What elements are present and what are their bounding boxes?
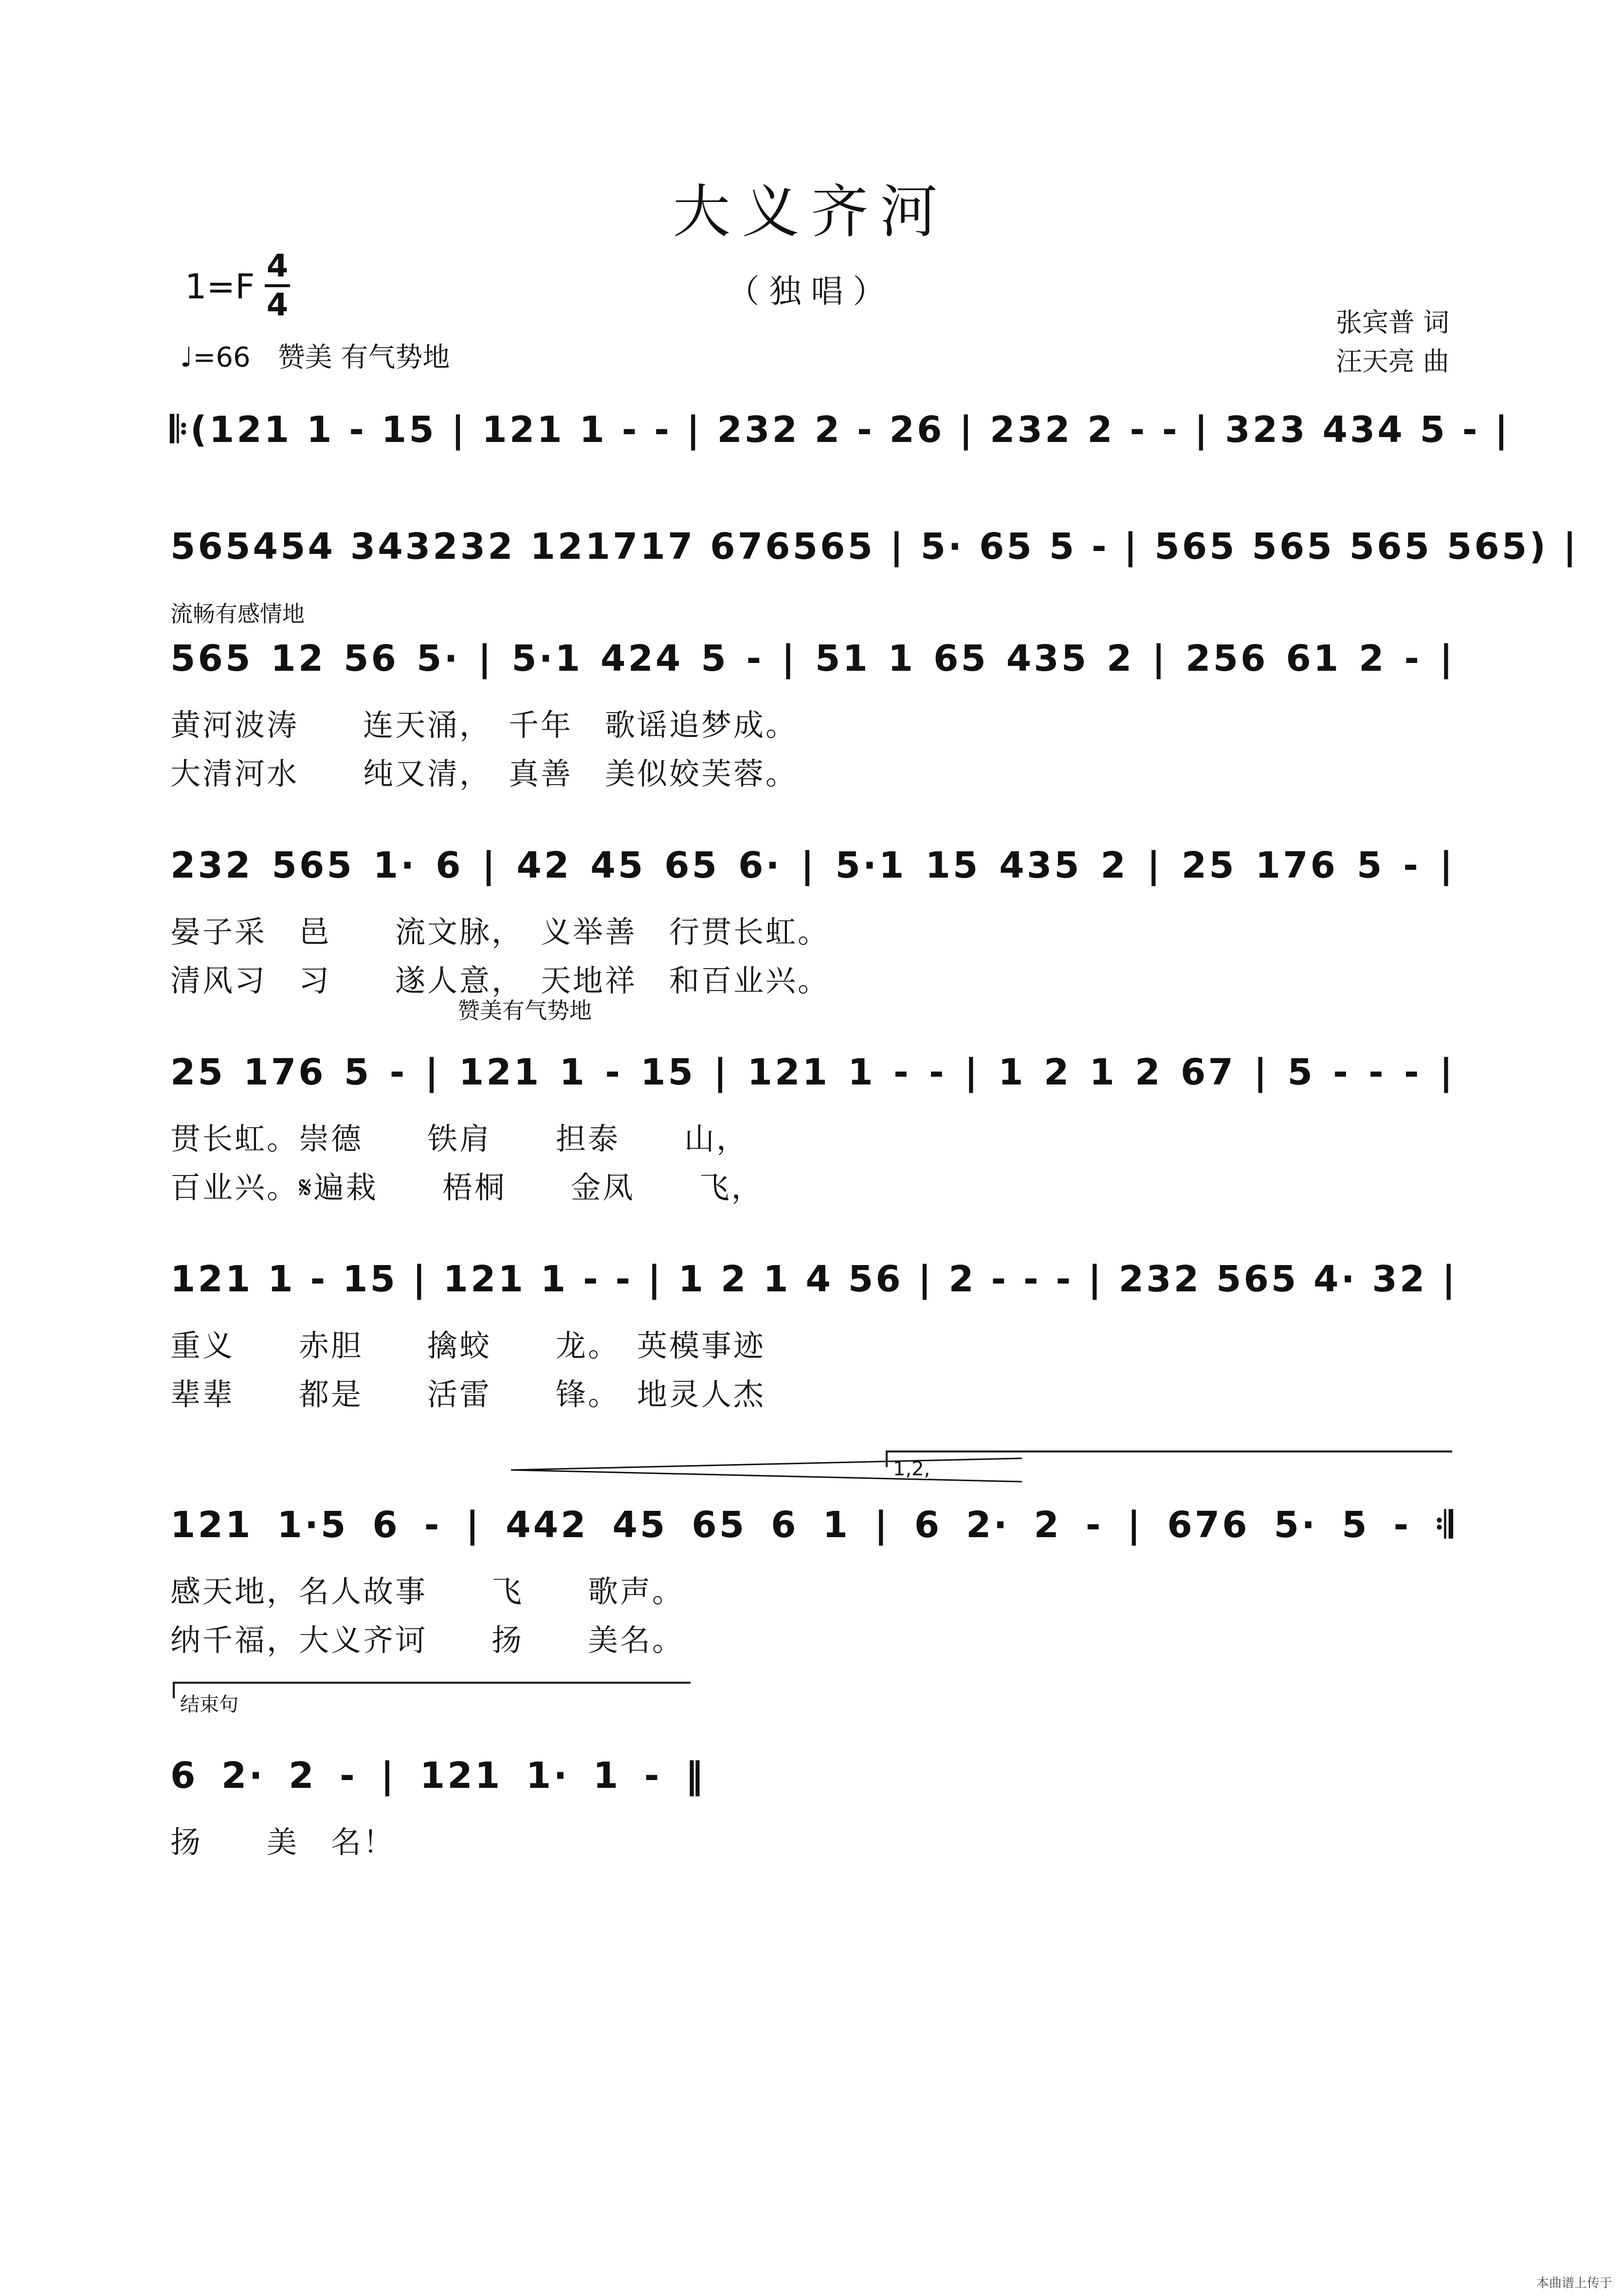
volta-label: 结束句 [180,1693,238,1716]
time-signature-bottom: 4 [266,287,289,323]
lyrics-verse-2: 辈辈 都是 活雷 锋。 地灵人杰 [170,1377,766,1412]
lyrics-verse-2: 百业兴。𝄋遍栽 梧桐 金凤 飞， [170,1170,764,1205]
volta-bracket [173,1682,691,1698]
lyrics-verse-1: 扬 美 名！ [170,1824,396,1860]
time-signature [263,248,292,323]
notation-line: 121 1 - 15 | 121 1 - - | 1 2 1 4 56 | 2 - - - | 232 565 4· 32 | [170,1258,1458,1300]
notation-line: 𝄆(121 1 - 15 | 121 1 - - | 232 2 - 26 | 232 2 - - | 323 434 5 - | [170,409,1511,451]
volta-bracket [886,1451,1452,1467]
lyrics-verse-1: 重义 赤胆 擒蛟 龙。 英模事迹 [170,1328,766,1363]
expression-marking: 流畅有感情地 [170,601,305,627]
lyricist-credit: 张宾普 词 [1335,307,1449,338]
notation-line: 565 12 56 5· | 5·1 424 5 - | 51 1 65 435 2 | 256 61 2 - | [170,638,1455,680]
lyrics-verse-1: 晏子采 邑 流文脉， 义举善 行贯长虹。 [170,914,830,950]
composer-credit: 汪天亮 曲 [1335,346,1449,377]
lyrics-verse-1: 黄河波涛 连天涌， 千年 歌谣追梦成。 [170,707,798,743]
notation-line: 121 1·5 6 - | 442 45 65 6 1 | 6 2· 2 - | 676 5· 5 - 𝄇 [170,1504,1455,1546]
expression-marking: 赞美有气势地 [457,997,592,1024]
lyrics-verse-2: 大清河水 纯又清， 真善 美似姣芙蓉。 [170,756,798,791]
notation-line: 25 176 5 - | 121 1 - 15 | 121 1 - - | 1 2 1 2 67 | 5 - - - | [170,1051,1455,1093]
notation-line: 6 2· 2 - | 121 1· 1 - ‖ [170,1755,706,1797]
watermark-footer: 本曲谱上传于 [1536,2276,1612,2291]
lyrics-verse-1: 感天地，名人故事 飞 歌声。 [170,1574,685,1609]
notation-line: 232 565 1· 6 | 42 45 65 6· | 5·1 15 435 2 | 25 176 5 - | [170,845,1455,886]
time-signature-top: 4 [266,248,289,284]
key-signature: 1=F [185,267,255,307]
tempo-marking: ♩=66 赞美 有气势地 [180,342,450,373]
notation-line: 565454 343232 121717 676565 | 5· 65 5 - | 565 565 565 565) | [170,526,1579,568]
performance-type: （独唱） [727,273,895,310]
lyrics-verse-2: 清风习 习 遂人意， 天地祥 和百业兴。 [170,963,830,998]
lyrics-verse-2: 纳千福，大义齐诃 扬 美名。 [170,1622,685,1658]
volta-label: 1,2, [893,1458,930,1480]
song-title: 大义齐河 [673,178,949,245]
lyrics-verse-1: 贯长虹。崇德 铁肩 担泰 山， [170,1121,749,1157]
